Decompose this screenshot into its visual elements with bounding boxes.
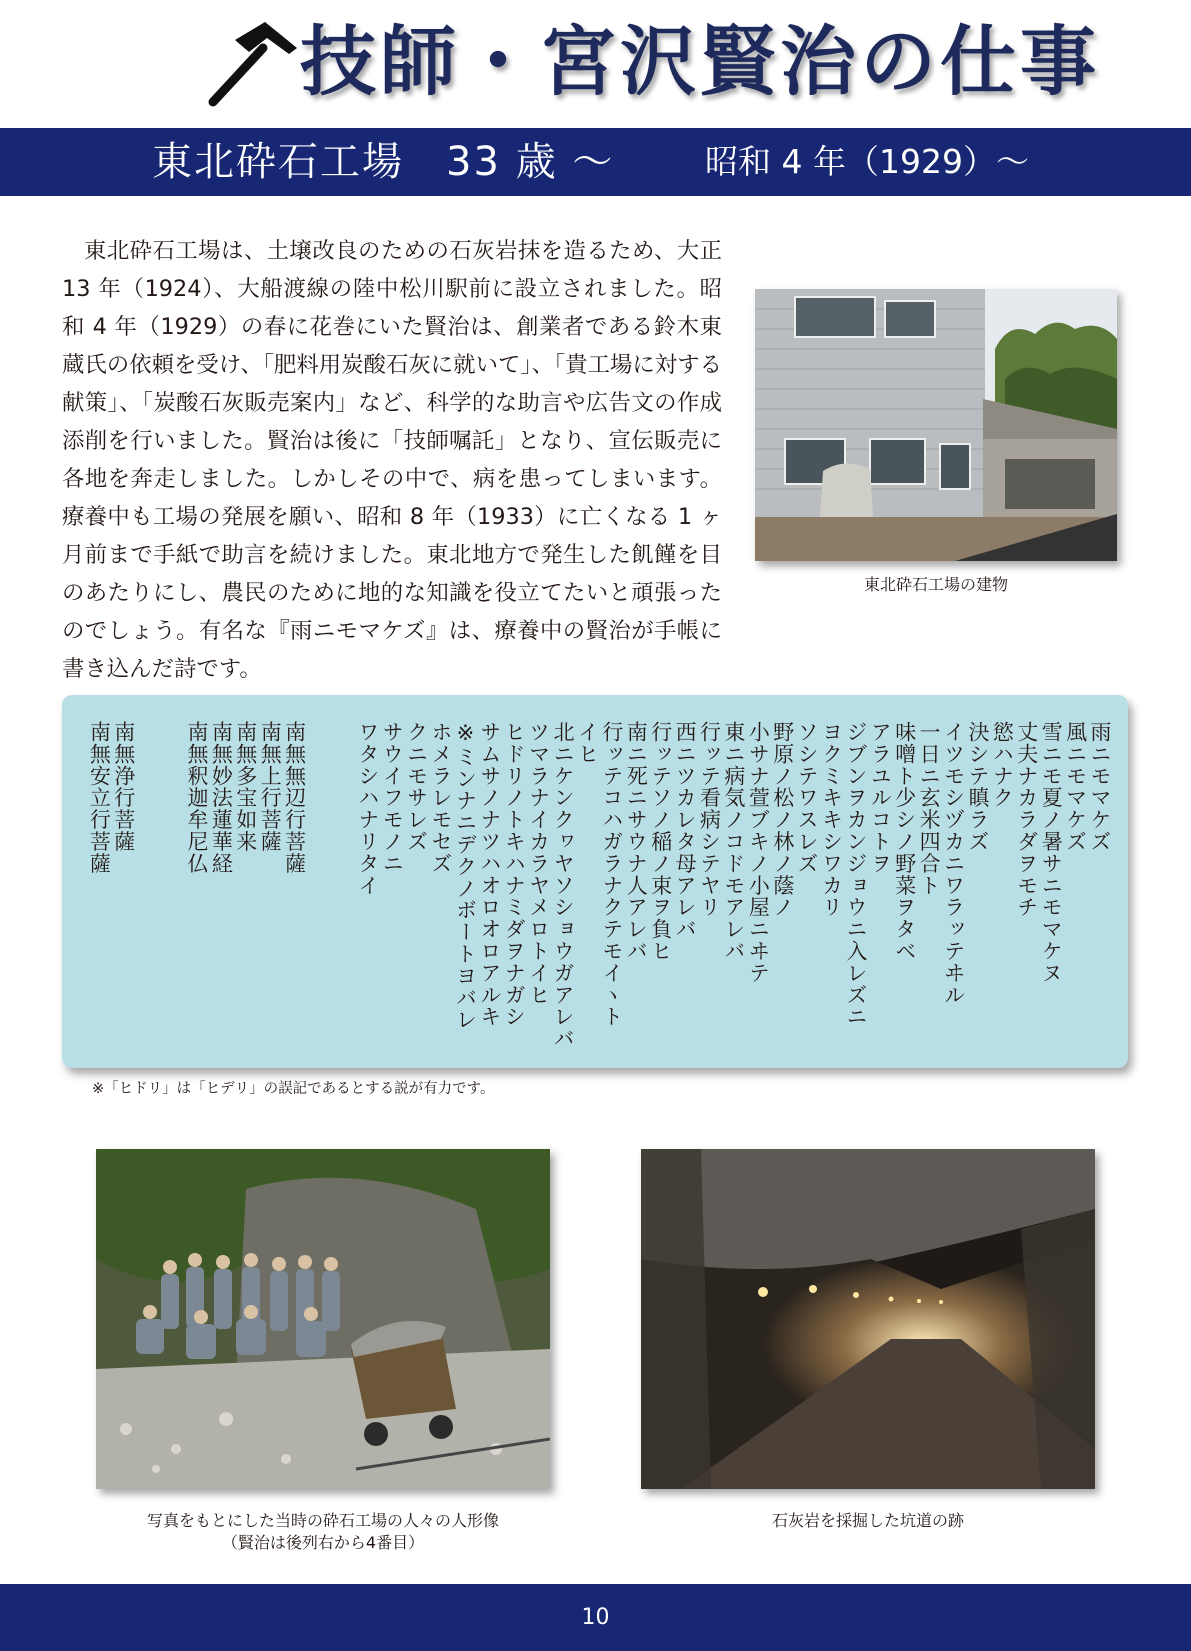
- footer-bar: [0, 1584, 1191, 1651]
- building-caption: 東北砕石工場の建物: [863, 575, 1008, 594]
- building-photo: [755, 289, 1117, 561]
- figures-photo: [96, 1149, 550, 1489]
- intro-paragraph: 東北砕石工場は、土壌改良のための石灰岩抹を造るため、大正 13 年（1924）、大船渡線の陸中松川駅前に設立されました。昭和 4 年（1929）の春に花巻にいた賢治は、創業者である鈴木東蔵氏の依頼を受け、「肥料用炭酸石灰に就いて」、「貴工場に対する献策」、「炭酸石灰販売案内」など、科学的な助言や広告文の作成添削を行いました。賢治は後に「技師嘱託」となり、宣伝販売に各地を奔走しました。しかしその中で、病を患ってしまいます。療養中も工場の発展を願い、昭和 8 年（1933）に亡くなる 1 ヶ月前まで手紙で助言を続けました。東北地方で発生した飢饉を目のあたりにし、農民のために地的な知識を役立てたいと頑張ったのでしょう。有名な『雨ニモマケズ』は、療養中の賢治が手帳に書き込んだ詩です。: [62, 238, 722, 682]
- figures-caption: [96, 1510, 550, 1554]
- tunnel-caption: 石灰岩を採掘した坑道の跡: [771, 1511, 964, 1530]
- title-row: [0, 0, 1191, 125]
- figures-caption-line1: 写真をもとにした当時の砕石工場の人々の人形像: [146, 1511, 499, 1530]
- figures-caption-line2: （賢治は後列右から4番目）: [221, 1533, 425, 1552]
- poem-ame-ni-mo-makezu: 雨ニモマケズ 風ニモマケズ 雪ニモ夏ノ暑サニモマケヌ 丈夫ナカラダヲモチ 慾ハナク 決シテ瞋ラズ イツモシヅカニワラッテヰル 一日ニ玄米四合ト 味噌ト少シノ野菜ヲタベ アラユルコトヲ ジブンヲカンジョウニ入レズニ ヨクミキキシワカリ ソシテワスレズ 野原ノ松ノ林ノ蔭ノ 小サナ萱ブキノ小屋ニヰテ 東ニ病気ノコドモアレバ 行ッテ看病シテヤリ 西ニツカレタ母アレバ 行ッテソノ稲ノ束ヲ負ヒ 南ニ死ニサウナ人アレバ 行ッテコハガラナクテモイヽト イヒ 北ニケンクヮヤソショウガアレバ ツマラナイカラヤメロトイヒ ヒドリノトキハナミダヲナガシ サムサノナツハオロオロアルキ ※ミンナニデクノボートヨバレ ホメラレモセズ クニモサレズ サウイフモノニ ワタシハナリタイ 南無無辺行菩薩 南無上行菩薩 南無多宝如来 南無妙法蓮華経 南無釈迦牟尼仏 南無浄行菩薩 南無安立行菩薩: [87, 721, 1112, 1050]
- section-banner: [0, 128, 1191, 196]
- poem-box: [62, 695, 1128, 1068]
- page-number: 10: [581, 1605, 610, 1630]
- banner-factory-age: 東北砕石工場 33 歳 〜: [152, 139, 615, 185]
- hammer-icon: [205, 18, 305, 108]
- banner-era: 昭和 4 年（1929）〜: [705, 142, 1029, 181]
- tunnel-photo: [641, 1149, 1095, 1489]
- page-title: 技師・宮沢賢治の仕事: [300, 17, 1100, 106]
- poem-footnote: ※「ヒドリ」は「ヒデリ」の誤記であるとする説が有力です。: [92, 1081, 495, 1097]
